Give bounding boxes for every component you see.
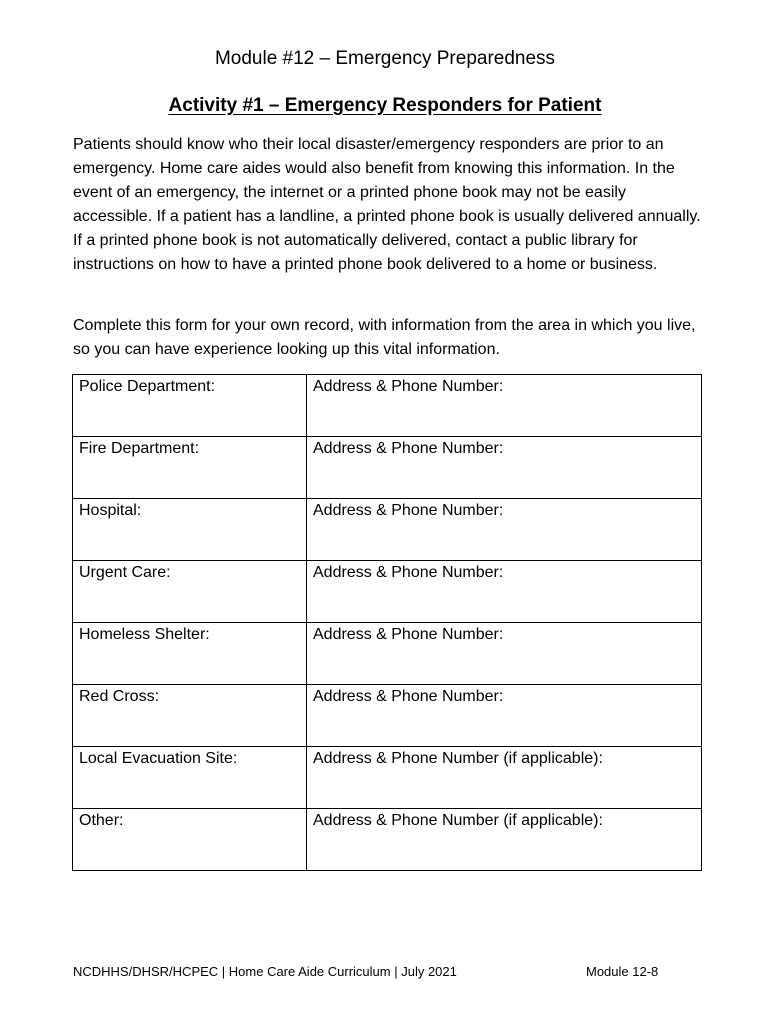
row-detail-evacuation-site[interactable]: Address & Phone Number (if applicable): (307, 747, 702, 809)
footer-source: NCDHHS/DHSR/HCPEC | Home Care Aide Curriculum | July 2021 (73, 964, 457, 979)
row-label-hospital[interactable]: Hospital: (73, 499, 307, 561)
row-detail-hospital[interactable]: Address & Phone Number: (307, 499, 702, 561)
activity-title: Activity #1 – Emergency Responders for Patient (168, 95, 602, 116)
row-label-fire[interactable]: Fire Department: (73, 437, 307, 499)
row-label-homeless-shelter[interactable]: Homeless Shelter: (73, 623, 307, 685)
table-row (73, 623, 702, 685)
table-row (73, 685, 702, 747)
footer-page-number: Module 12-8 (586, 964, 659, 979)
row-detail-red-cross[interactable]: Address & Phone Number: (307, 685, 702, 747)
row-label-red-cross[interactable]: Red Cross: (73, 685, 307, 747)
responders-form-table (72, 374, 702, 871)
table-row (73, 375, 702, 437)
table-row (73, 437, 702, 499)
table-row (73, 561, 702, 623)
table-row (73, 809, 702, 871)
row-detail-other[interactable]: Address & Phone Number (if applicable): (307, 809, 702, 871)
row-label-police[interactable]: Police Department: (73, 375, 307, 437)
module-title: Module #12 – Emergency Preparedness (214, 48, 556, 69)
row-label-evacuation-site[interactable]: Local Evacuation Site: (73, 747, 307, 809)
row-detail-fire[interactable]: Address & Phone Number: (307, 437, 702, 499)
row-detail-homeless-shelter[interactable]: Address & Phone Number: (307, 623, 702, 685)
row-detail-urgent-care[interactable]: Address & Phone Number: (307, 561, 702, 623)
row-detail-police[interactable]: Address & Phone Number: (307, 375, 702, 437)
intro-paragraph: Patients should know who their local disaster/emergency responders are prior to an emergency. Home care aides would also benefit from knowing this information. In the event of an emergency, the internet or a printed phone book may not be easily accessible. If a patient has a landline, a printed phone book is usually delivered annually. If a printed phone book is not automatically delivered, contact a public library for instructions on how to have a printed phone book delivered to a home or business. (73, 136, 701, 273)
instructions-paragraph: Complete this form for your own record, with information from the area in which you live, so you can have experience looking up this vital information. (73, 317, 696, 358)
row-label-urgent-care[interactable]: Urgent Care: (73, 561, 307, 623)
table-row (73, 499, 702, 561)
row-label-other[interactable]: Other: (73, 809, 307, 871)
table-row (73, 747, 702, 809)
